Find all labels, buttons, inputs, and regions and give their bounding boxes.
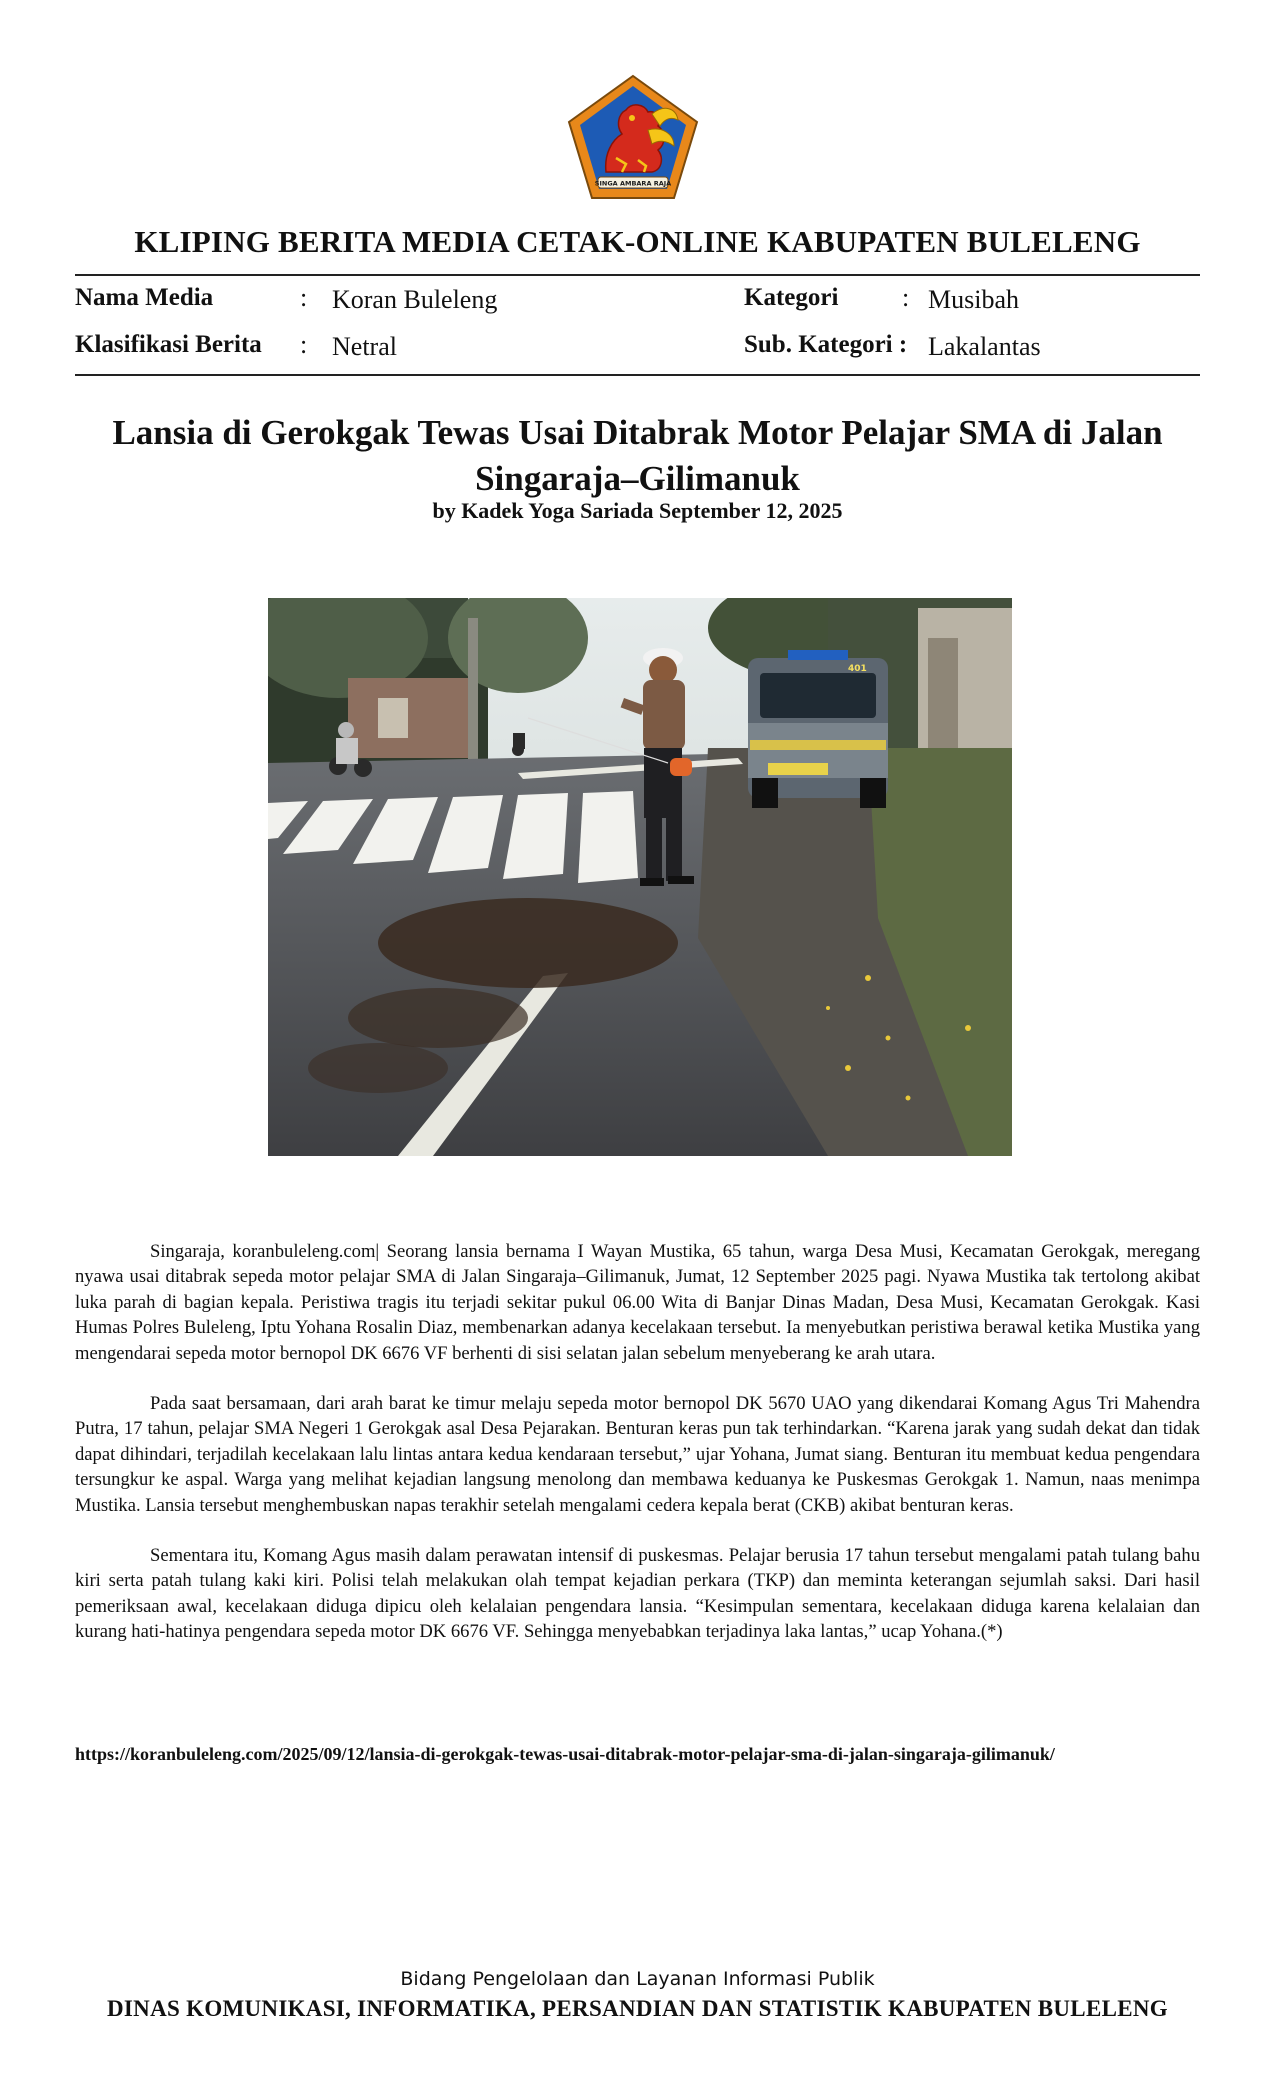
meta-colon: : — [902, 283, 910, 312]
article-photo — [268, 598, 1012, 1156]
article-paragraph-3: Sementara itu, Komang Agus masih dalam perawatan intensif di puskesmas. Pelajar berusia 17 tahun tersebut mengalami patah tulang bahu kiri serta patah tulang kaki kiri. Polisi telah melakukan olah tempat kejadian perkara (TKP) dan meminta keterangan sejumlah saksi. Dari hasil pemeriksaan awal, kecelakaan diduga dipicu oleh kelalaian pengendara lansia. “Kesimpulan sementara, kecelakaan diduga karena kelalaian dan kurang hati-hatinya pengendara sepeda motor DK 6676 VF. Sehingga menyebabkan terjadinya laka lantas,” ucap Yohana.(*) — [75, 1545, 1200, 1643]
logo-motto: SINGA AMBARA RAJA — [594, 179, 672, 188]
article-headline — [75, 410, 1200, 502]
article-paragraph-2: Pada saat bersamaan, dari arah barat ke timur melaju sepeda motor bernopol DK 5670 UAO yang dikendarai Komang Agus Tri Mahendra Putra, 17 tahun, pelajar SMA Negeri 1 Gerokgak asal Desa Pejarakan. Benturan keras pun tak terhindarkan. “Karena jarak yang sudah dekat dan tidak dapat dihindari, terjadilah kecelakaan lalu lintas antara kedua kendaraan tersebut,” ujar Yohana, Jumat siang. Benturan itu membuat kedua pengendara tersungkur ke aspal. Warga yang melihat kejadian langsung menolong dan membawa keduanya ke Puskesmas Gerokgak 1. Namun, naas menimpa Mustika. Lansia tersebut menghembuskan napas terakhir setelah mengalami cedera kepala berat (CKB) akibat benturan keras. — [75, 1393, 1200, 1516]
headline-line-1: Lansia di Gerokgak Tewas Usai Ditabrak Motor Pelajar SMA di Jalan — [112, 413, 1163, 452]
meta-colon: : — [300, 283, 308, 312]
meta-colon: : — [300, 330, 308, 359]
meta-label-sub-kategori: Sub. Kategori : — [744, 331, 908, 358]
meta-value-kategori: Musibah — [928, 285, 1019, 314]
footer-division: Bidang Pengelolaan dan Layanan Informasi Publik — [400, 1968, 875, 1990]
meta-value-klasifikasi: Netral — [332, 332, 397, 361]
meta-label-kategori: Kategori — [744, 284, 839, 311]
meta-value-nama-media: Koran Buleleng — [332, 285, 498, 314]
headline-line-2: Singaraja–Gilimanuk — [475, 459, 800, 498]
article-paragraph-1: Singaraja, koranbuleleng.com| Seorang lansia bernama I Wayan Mustika, 65 tahun, warga Desa Musi, Kecamatan Gerokgak, meregang nyawa usai ditabrak sepeda motor pelajar SMA di Jalan Singaraja–Gilimanuk, Jumat, 12 September 2025 pagi. Nyawa Mustika tak tertolong akibat luka parah di bagian kepala. Peristiwa tragis itu terjadi sekitar pukul 06.00 Wita di Banjar Dinas Madan, Desa Musi, Kecamatan Gerokgak. Kasi Humas Polres Buleleng, Iptu Yohana Rosalin Diaz, membenarkan adanya kecelakaan tersebut. Ia menyebutkan peristiwa berawal ketika Mustika yang mengendarai sepeda motor bernopol DK 6676 VF berhenti di sisi selatan jalan sebelum menyeberang ke arah utara. — [75, 1241, 1200, 1364]
page-title: KLIPING BERITA MEDIA CETAK-ONLINE KABUPATEN BULELENG — [134, 224, 1141, 259]
meta-label-klasifikasi: Klasifikasi Berita — [75, 331, 262, 358]
meta-label-nama-media: Nama Media — [75, 284, 214, 311]
article-byline: by Kadek Yoga Sariada September 12, 2025 — [432, 498, 843, 523]
pemkab-buleleng-logo-icon — [566, 74, 700, 202]
title-divider — [75, 274, 1200, 276]
vehicle-number: 401 — [848, 664, 867, 674]
article-body — [75, 1239, 1200, 1670]
footer-agency: DINAS KOMUNIKASI, INFORMATIKA, PERSANDIAN DAN STATISTIK KABUPATEN BULELENG — [107, 1996, 1168, 2021]
meta-divider — [75, 374, 1200, 376]
article-source-url: https://koranbuleleng.com/2025/09/12/lansia-di-gerokgak-tewas-usai-ditabrak-motor-pelajar-sma-di-jalan-singaraja-gilimanuk/ — [75, 1744, 1055, 1764]
meta-value-sub-kategori: Lakalantas — [928, 332, 1041, 361]
